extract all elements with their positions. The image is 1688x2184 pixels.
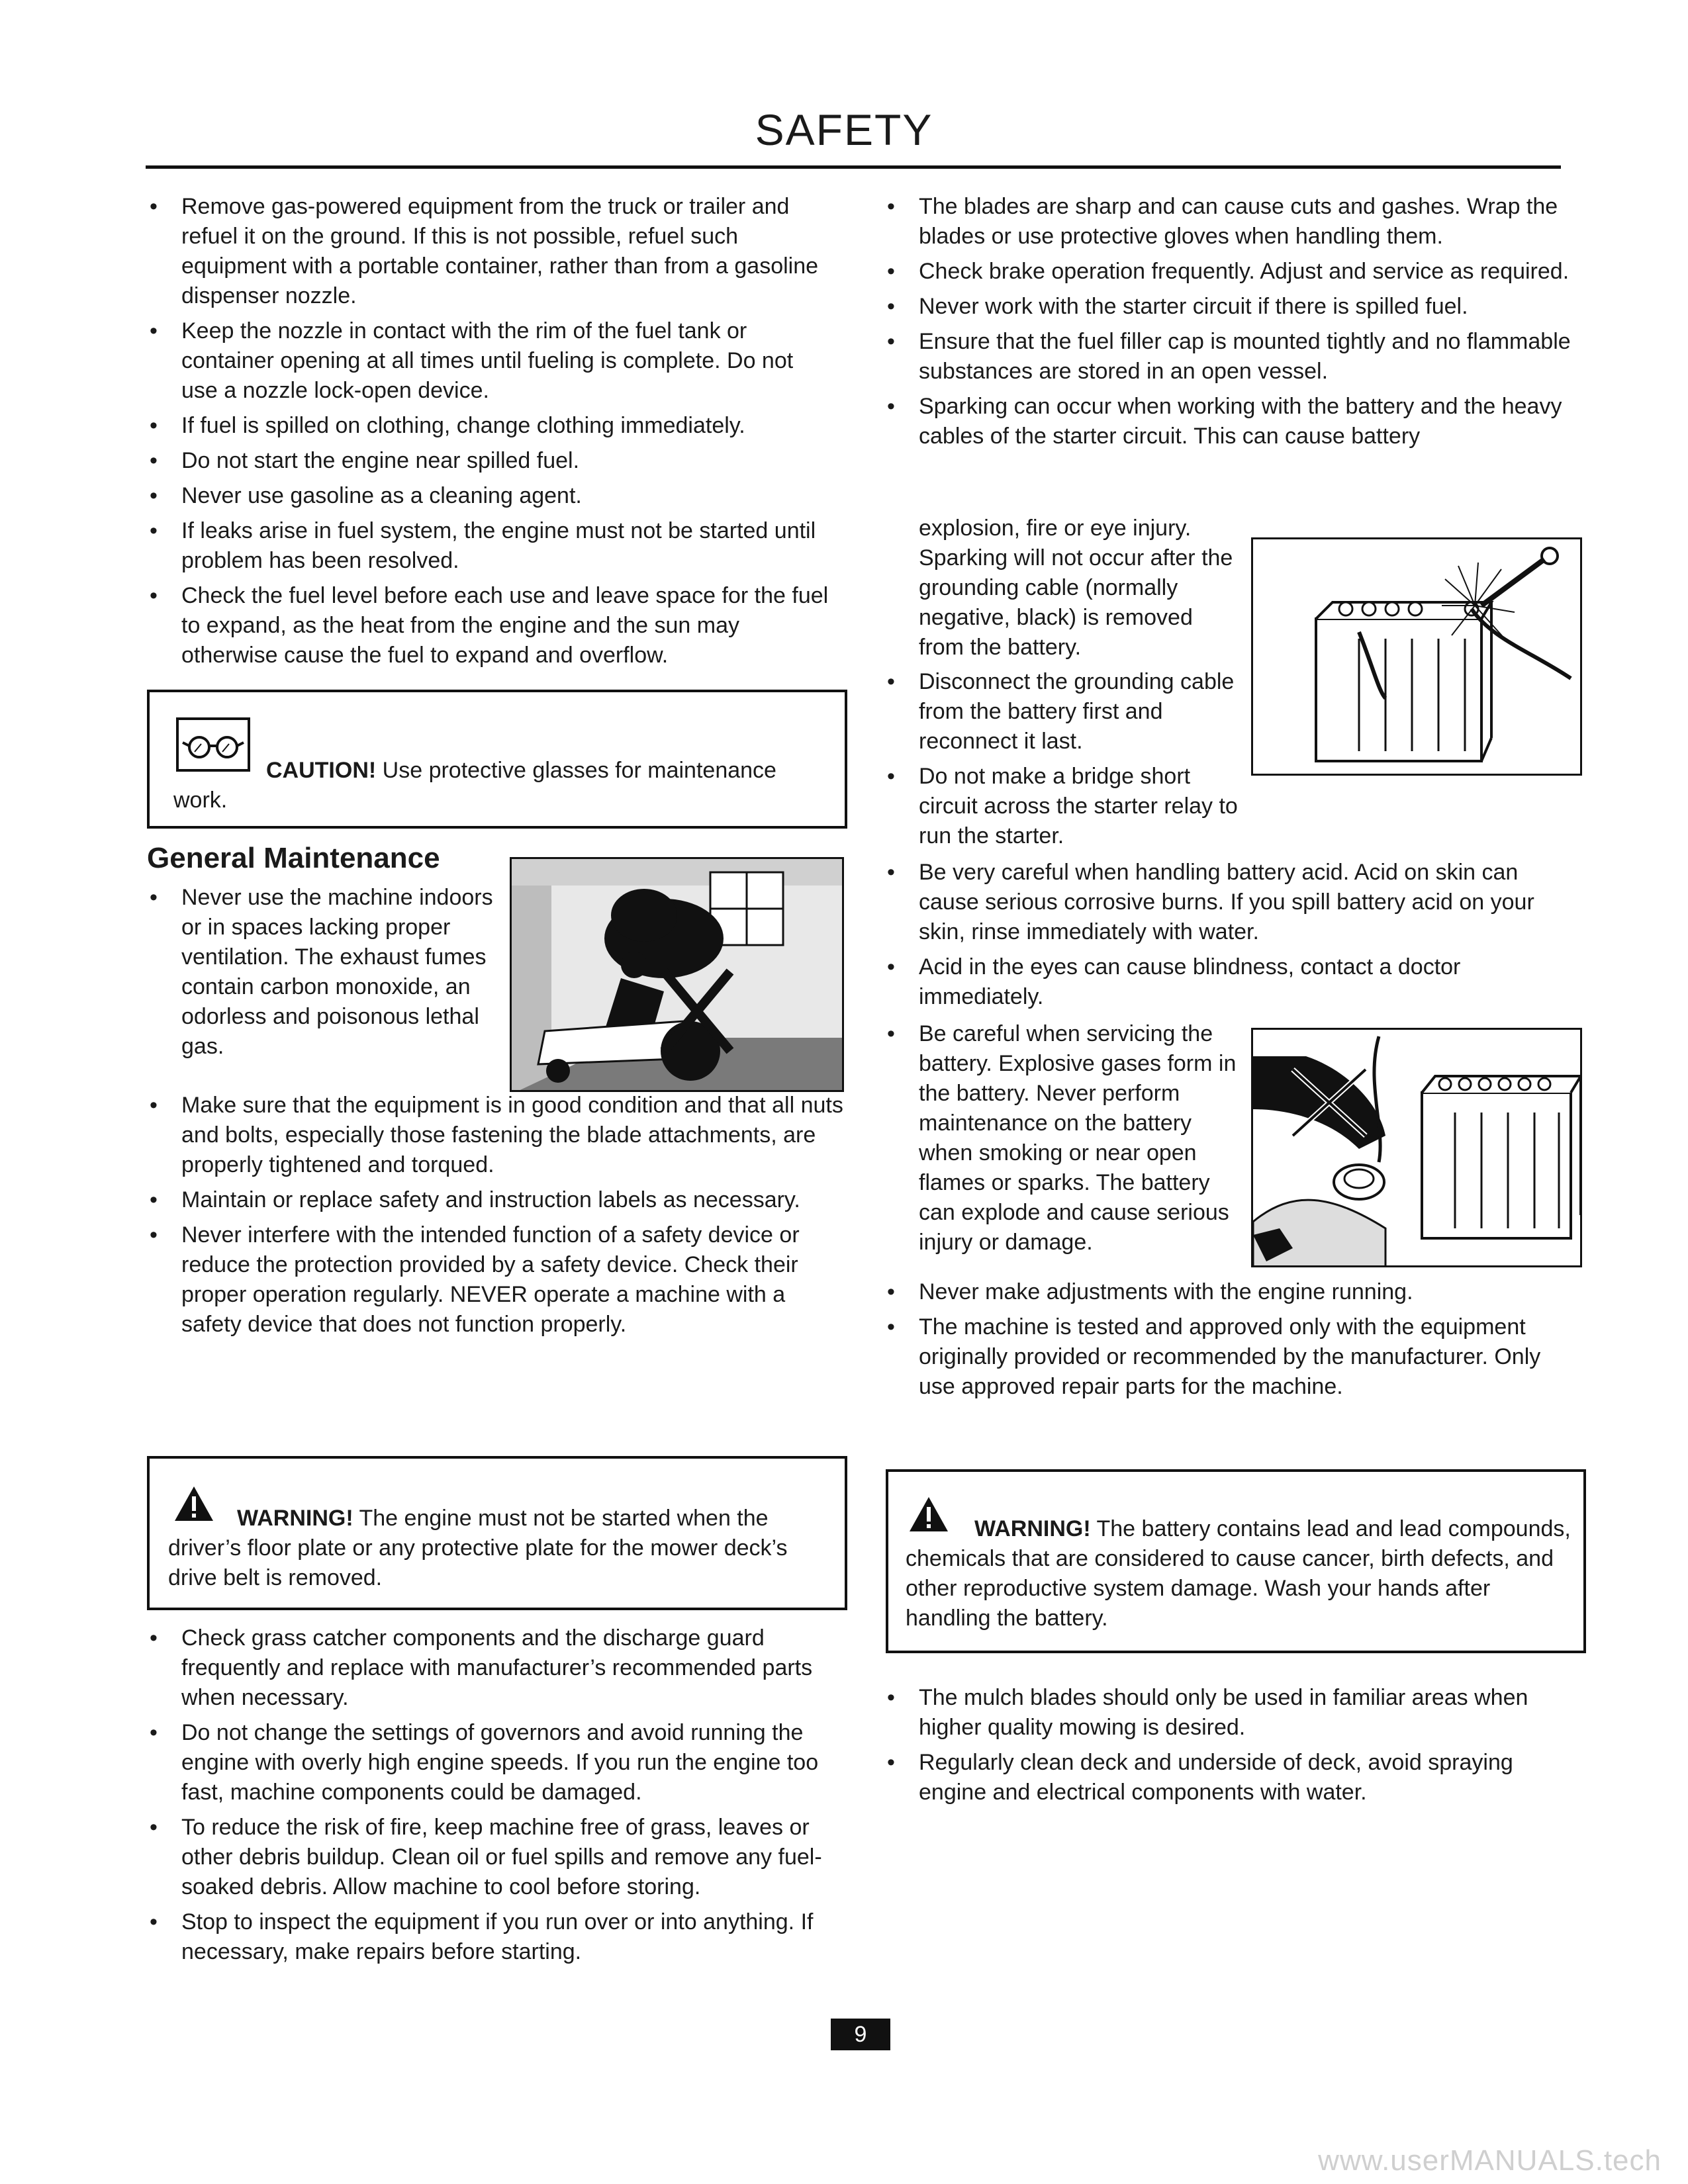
list-item: • Check grass catcher components and the discharge guard frequently and replace with manufacturer’s recommended parts when necessary. xyxy=(147,1623,849,1713)
warning-left-text-block xyxy=(168,1504,830,1593)
list-item: • Sparking can occur when working with the battery and the heavy cables of the starter circuit. This can cause battery xyxy=(884,392,1573,451)
list-item: • Never interfere with the intended function of a safety device or reduce the protection provided by a safety device. Check their proper operation regularly. NEVER operate a machine with a safety device that does not function properly. xyxy=(147,1220,849,1340)
list-item: • The mulch blades should only be used in familiar areas when higher quality mowing is desired. xyxy=(884,1683,1573,1743)
warning-box-right xyxy=(886,1469,1586,1653)
list-item: • Never use gasoline as a cleaning agent. xyxy=(147,481,835,511)
caution-text-block xyxy=(173,756,835,815)
list-item: • Regularly clean deck and underside of deck, avoid spraying engine and electrical components with water. xyxy=(884,1748,1573,1807)
battery-spark-illustration xyxy=(1251,537,1582,776)
list-item: • Stop to inspect the equipment if you run over or into anything. If necessary, make repairs before starting. xyxy=(147,1907,849,1967)
list-item: • If fuel is spilled on clothing, change clothing immediately. xyxy=(147,411,835,441)
list-item: • The blades are sharp and can cause cuts and gashes. Wrap the blades or use protective gloves when handling them. xyxy=(884,192,1573,251)
list-item: • Acid in the eyes can cause blindness, contact a doctor immediately. xyxy=(884,952,1573,1012)
list-item: • To reduce the risk of fire, keep machine free of grass, leaves or other debris buildup. Clean oil or fuel spills and remove any fuel-soaked debris. Allow machine to cool before storing. xyxy=(147,1813,849,1902)
page-title: SAFETY xyxy=(755,105,933,154)
left-top-list-container xyxy=(147,192,835,676)
list-item: • Be very careful when handling battery acid. Acid on skin can cause serious corrosive burns. If you spill battery acid on your skin, rinse immediately with water. xyxy=(884,858,1573,947)
indoor-mower-illustration xyxy=(510,857,844,1092)
list-item: • Never make adjustments with the engine running. xyxy=(884,1277,1573,1307)
left-bottom-list-container xyxy=(147,1623,849,1972)
right-lower-list-container xyxy=(884,1277,1573,1407)
list-item: • Disconnect the grounding cable from the battery first and reconnect it last. xyxy=(884,667,1242,756)
warning-left-label: WARNING! xyxy=(237,1506,353,1531)
caution-text: Use protective glasses for maintenance work. xyxy=(173,758,776,813)
caution-box xyxy=(147,690,847,829)
page-number: 9 xyxy=(831,2019,890,2050)
list-item: • Remove gas-powered equipment from the truck or trailer and refuel it on the ground. If this is not possible, refuel such equipment with a portable container, rather than from a gasoline dispenser nozzle. xyxy=(147,192,835,311)
warning-box-left xyxy=(147,1456,847,1610)
list-item: • Do not make a bridge short circuit across the starter relay to run the starter. xyxy=(884,762,1242,851)
warning-left-text: The engine must not be started when the driver’s floor plate or any protective plate for the mower deck’s drive belt is removed. xyxy=(168,1506,788,1590)
general-first-container xyxy=(147,883,504,1067)
list-item: • Check brake operation frequently. Adjust and service as required. xyxy=(884,257,1573,287)
list-item: • Be careful when servicing the battery. Explosive gases form in the battery. Never perform maintenance on the battery when smoking or near open flames or sparks. The battery can explode and cause serious injury or damage. xyxy=(884,1019,1242,1257)
list-item: • The machine is tested and approved only with the equipment originally provided or recommended by the manufacturer. Only use approved repair parts for the machine. xyxy=(884,1312,1573,1402)
servicing-container xyxy=(884,1019,1242,1263)
list-item: • Do not change the settings of governors and avoid running the engine with overly high engine speeds. If you run the engine too fast, machine components could be damaged. xyxy=(147,1718,849,1807)
warning-right-text-block xyxy=(906,1514,1574,1633)
caution-label: CAUTION! xyxy=(266,758,377,783)
sparking-continuation: explosion, fire or eye injury. Sparking will not occur after the grounding cable (normally negative, black) is removed from the battery. xyxy=(919,516,1233,660)
left-top-list xyxy=(147,192,835,670)
right-top-list-container xyxy=(884,192,1573,457)
list-item: • Never use the machine indoors or in spaces lacking proper ventilation. The exhaust fumes contain carbon monoxide, an odorless and poisonous lethal gas. xyxy=(147,883,504,1062)
list-item: • Make sure that the equipment is in good condition and that all nuts and bolts, especially those fastening the blade attachments, are properly tightened and torqued. xyxy=(147,1091,849,1180)
warning-right-label: WARNING! xyxy=(974,1516,1091,1541)
list-item: • Keep the nozzle in contact with the rim of the fuel tank or container opening at all times until fueling is complete. Do not use a nozzle lock-open device. xyxy=(147,316,835,406)
general-list-container xyxy=(147,1091,849,1345)
right-bottom-list-container xyxy=(884,1683,1573,1813)
general-maintenance-heading: General Maintenance xyxy=(147,842,440,874)
list-item: • Never work with the starter circuit if there is spilled fuel. xyxy=(884,292,1573,322)
right-mid-list-container xyxy=(884,858,1573,1017)
list-item: • Maintain or replace safety and instruction labels as necessary. xyxy=(147,1185,849,1215)
list-item: • If leaks arise in fuel system, the engine must not be started until problem has been resolved. xyxy=(147,516,835,576)
battery-list-container xyxy=(884,667,1242,856)
list-item: • Ensure that the fuel filler cap is mounted tightly and no flammable substances are stored in an open vessel. xyxy=(884,327,1573,387)
watermark: www.userMANUALS.tech xyxy=(1318,2144,1662,2177)
list-item: • Check the fuel level before each use and leave space for the fuel to expand, as the heat from the engine and the sun may otherwise cause the fuel to expand and overflow. xyxy=(147,581,835,670)
warning-right-text: The battery contains lead and lead compounds, chemicals that are considered to cause cancer, birth defects, and other reproductive system damage. Wash your hands after handling the battery. xyxy=(906,1516,1571,1631)
list-item: • Do not start the engine near spilled fuel. xyxy=(147,446,835,476)
title-rule xyxy=(146,165,1561,169)
battery-servicing-illustration xyxy=(1251,1028,1582,1267)
